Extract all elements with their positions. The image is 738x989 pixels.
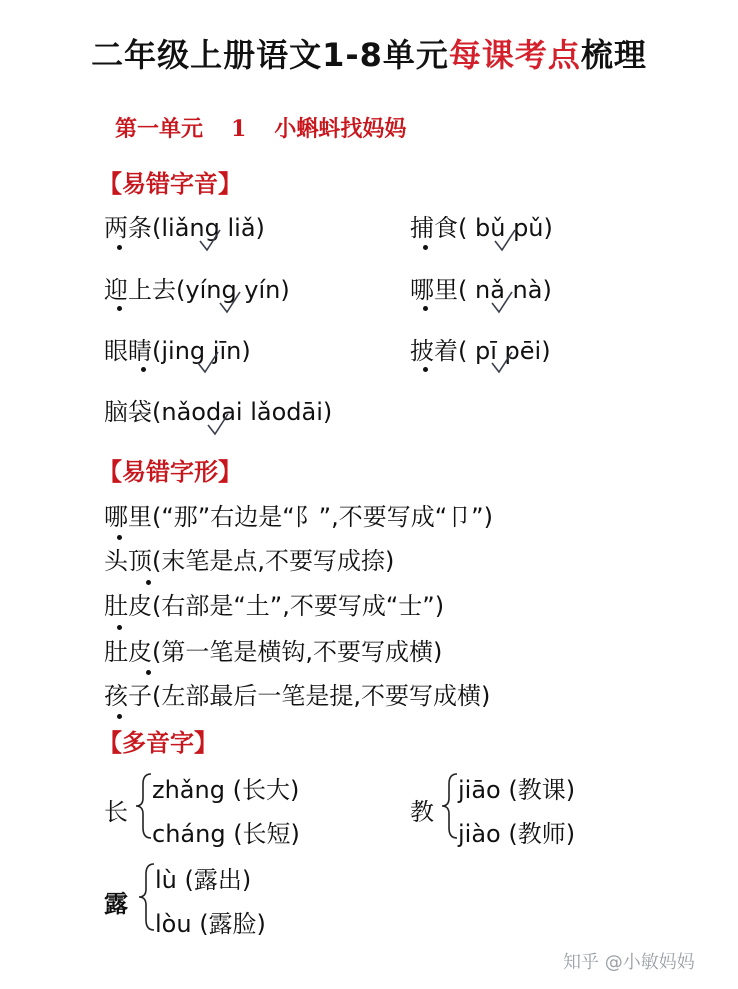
emphasis-dot — [423, 367, 428, 372]
emphasis-dot — [146, 670, 151, 675]
polyphonic-reading: cháng (长短) — [152, 820, 300, 848]
glyph-item: 肚皮(第一笔是横钩,不要写成横) — [104, 638, 443, 666]
page-title — [0, 30, 738, 76]
glyph-item: 头顶(末笔是点,不要写成捺) — [104, 547, 395, 575]
polyphonic-char: 露 — [104, 890, 128, 918]
glyph-item: 孩子(左部最后一笔是提,不要写成横) — [104, 682, 491, 710]
polyphonic-reading: lù (露出) — [155, 866, 252, 894]
title-part-2: 每课考点 — [448, 36, 581, 74]
section-heading-glyph: 【易错字形】 — [98, 458, 242, 486]
checkmark-icon — [218, 290, 242, 316]
lesson-heading — [115, 112, 434, 143]
pronunciation-item: 眼睛(jing jīn) — [104, 337, 251, 365]
pronunciation-item: 披着( pī pēi) — [410, 337, 551, 365]
emphasis-dot — [146, 580, 151, 585]
emphasis-dot — [117, 306, 122, 311]
glyph-item: 肚皮(右部是“土”,不要写成“士”) — [104, 592, 445, 620]
emphasis-dot — [117, 535, 122, 540]
emphasis-dot — [117, 625, 122, 630]
pronunciation-item: 迎上去(yíng yín) — [104, 276, 290, 304]
checkmark-icon — [206, 412, 230, 438]
pronunciation-item: 两条(liǎng liǎ) — [104, 214, 265, 242]
checkmark-icon — [198, 228, 222, 254]
section-heading-pronunciation: 【易错字音】 — [98, 170, 242, 198]
emphasis-dot — [423, 306, 428, 311]
title-part-1: 二年级上册语文1-8单元 — [91, 36, 449, 74]
emphasis-dot — [117, 714, 122, 719]
checkmark-icon — [196, 350, 220, 376]
lesson-number: 1 — [231, 116, 247, 142]
glyph-item: 哪里(“那”右边是“阝”,不要写成“卩”) — [104, 503, 493, 531]
polyphonic-char: 长 — [104, 798, 128, 826]
polyphonic-reading: jiāo (教课) — [458, 776, 576, 804]
pronunciation-item: 脑袋(nǎodai lǎodāi) — [104, 398, 333, 426]
brace-icon — [133, 772, 153, 840]
lesson-name: 小蝌蚪找妈妈 — [274, 116, 407, 142]
title-part-3: 梳理 — [580, 36, 647, 74]
brace-icon — [439, 772, 459, 840]
checkmark-icon — [493, 228, 517, 254]
pronunciation-item: 捕食( bǔ pǔ) — [410, 214, 553, 242]
emphasis-dot — [423, 245, 428, 250]
section-heading-polyphonic: 【多音字】 — [98, 729, 218, 757]
emphasis-dot — [141, 367, 146, 372]
polyphonic-reading: jiào (教师) — [458, 820, 576, 848]
lesson-unit: 第一单元 — [115, 116, 204, 142]
pronunciation-item: 哪里( nǎ nà) — [410, 276, 552, 304]
brace-icon — [136, 862, 156, 932]
checkmark-icon — [490, 290, 514, 316]
emphasis-dot — [117, 245, 122, 250]
polyphonic-char: 教 — [410, 798, 434, 826]
watermark: 知乎 @小敏妈妈 — [563, 952, 695, 973]
checkmark-icon — [490, 350, 514, 376]
polyphonic-reading: lòu (露脸) — [155, 910, 266, 938]
polyphonic-reading: zhǎng (长大) — [152, 776, 300, 804]
